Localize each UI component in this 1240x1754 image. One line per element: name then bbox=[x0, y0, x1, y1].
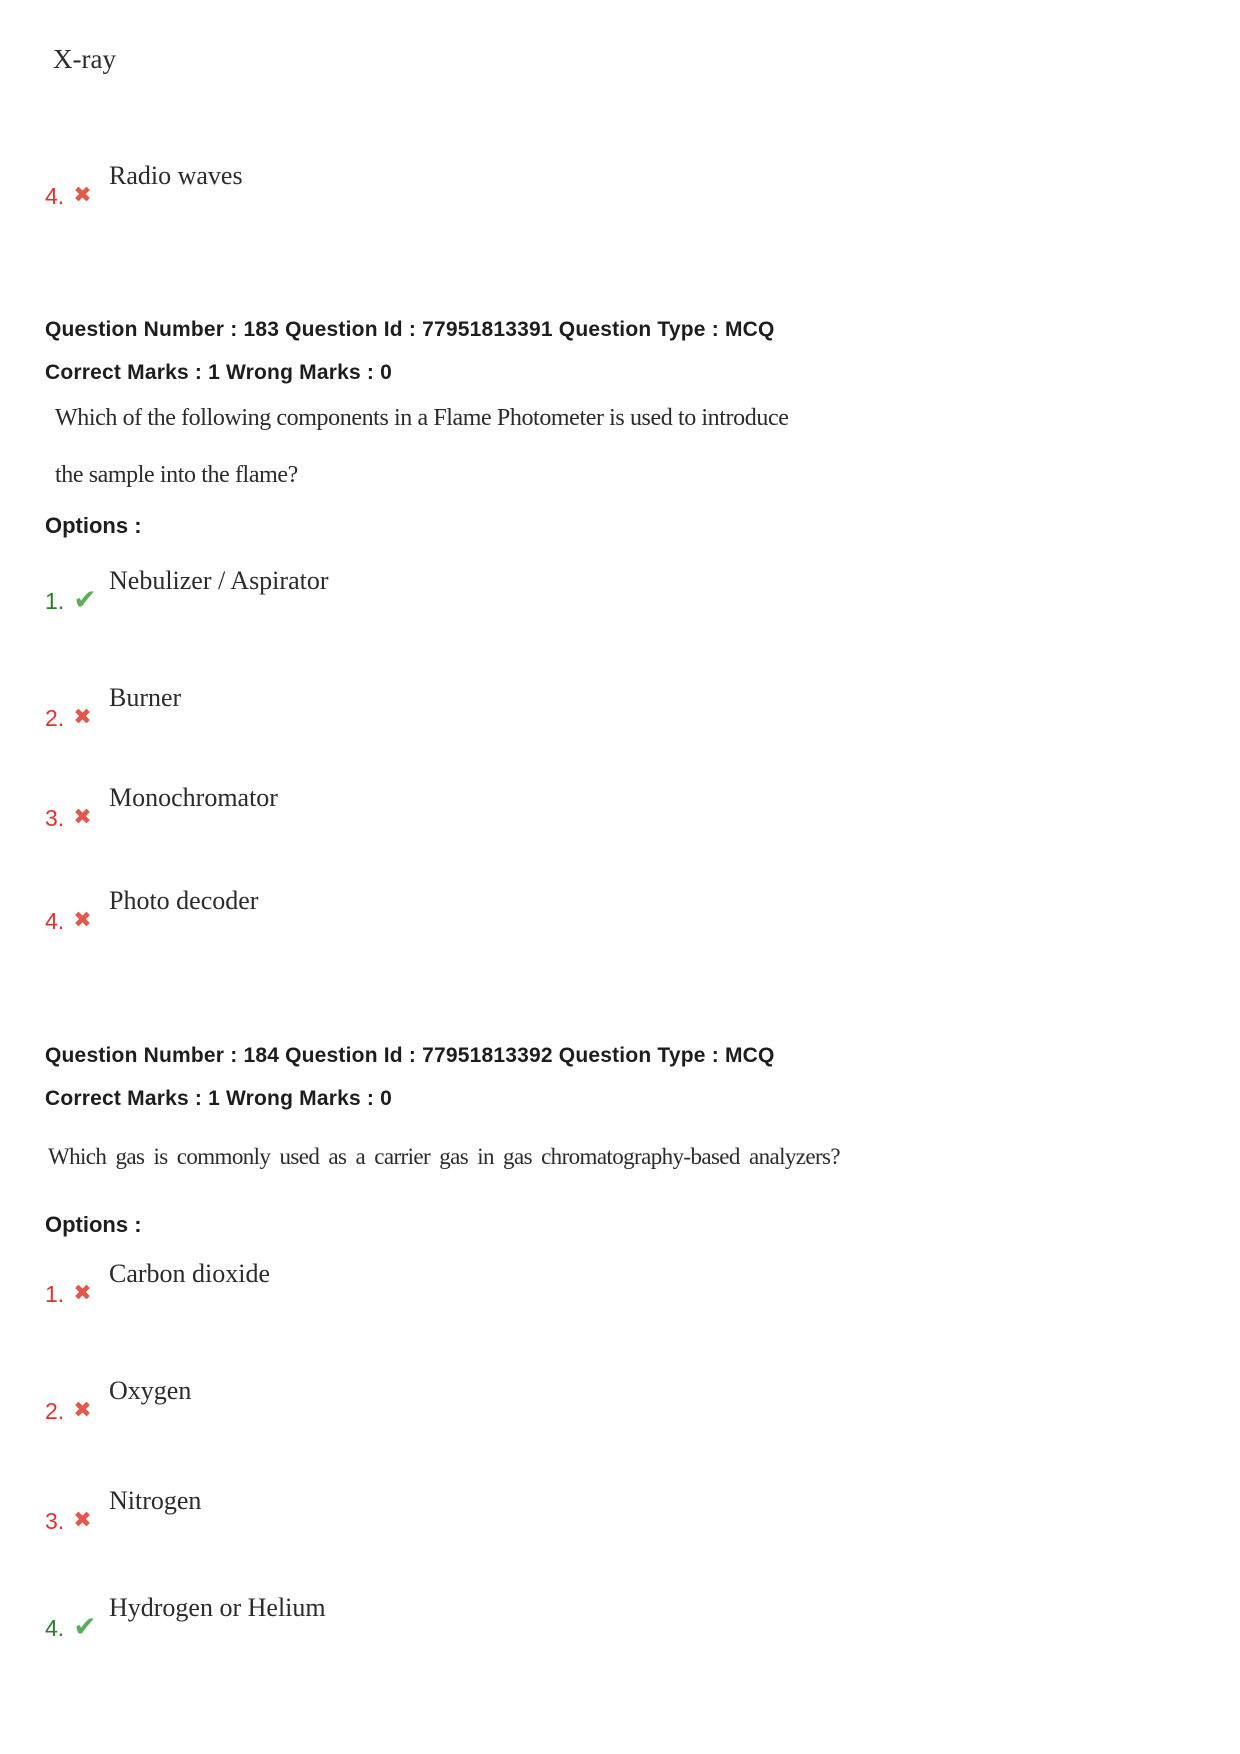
option-row-1 bbox=[45, 565, 329, 616]
option-marker bbox=[45, 1375, 109, 1426]
option-row-3 bbox=[45, 782, 278, 833]
option-number: 1. bbox=[45, 588, 65, 614]
option-number: 3. bbox=[45, 805, 65, 831]
option-number: 3. bbox=[45, 1508, 65, 1534]
option-row-2 bbox=[45, 1375, 191, 1426]
prev-option-row-4 bbox=[45, 160, 243, 211]
option-marker bbox=[45, 1258, 109, 1309]
cross-icon: ✖ bbox=[73, 1280, 92, 1305]
option-marker bbox=[45, 160, 109, 211]
option-label: Carbon dioxide bbox=[109, 1259, 271, 1288]
option-marker bbox=[45, 1592, 109, 1643]
check-icon: ✔ bbox=[73, 584, 97, 615]
option-label: Monochromator bbox=[109, 783, 278, 812]
option-label: Oxygen bbox=[109, 1376, 192, 1405]
cross-icon: ✖ bbox=[73, 804, 92, 829]
cross-icon: ✖ bbox=[73, 1507, 92, 1532]
option-row-1 bbox=[45, 1258, 270, 1309]
cross-icon: ✖ bbox=[73, 907, 92, 932]
option-number: 4. bbox=[45, 908, 65, 934]
options-heading: Options : bbox=[45, 1212, 142, 1237]
question-text-line: the sample into the flame? bbox=[55, 462, 298, 488]
option-label: Nebulizer / Aspirator bbox=[109, 566, 329, 595]
option-label: Nitrogen bbox=[109, 1486, 202, 1515]
cross-icon: ✖ bbox=[73, 1397, 92, 1422]
cross-icon: ✖ bbox=[73, 704, 92, 729]
option-row-2 bbox=[45, 682, 181, 733]
option-label: Radio waves bbox=[109, 161, 243, 190]
option-row-3 bbox=[45, 1485, 201, 1536]
question-184-text bbox=[48, 1128, 840, 1185]
question-meta-line: Question Number : 183 Question Id : 77951813391 Question Type : MCQ bbox=[45, 318, 775, 341]
option-number: 2. bbox=[45, 705, 65, 731]
option-number: 4. bbox=[45, 183, 65, 209]
check-icon: ✔ bbox=[73, 1611, 97, 1642]
option-label: Burner bbox=[109, 683, 182, 712]
option-marker bbox=[45, 682, 109, 733]
option-number: 1. bbox=[45, 1281, 65, 1307]
option-number: 2. bbox=[45, 1398, 65, 1424]
cross-icon: ✖ bbox=[73, 182, 92, 207]
option-marker bbox=[45, 565, 109, 616]
option-marker bbox=[45, 885, 109, 936]
option-number: 4. bbox=[45, 1615, 65, 1641]
question-183-text bbox=[55, 390, 788, 504]
question-184-header bbox=[45, 1034, 775, 1120]
option-marker bbox=[45, 1485, 109, 1536]
option-marker bbox=[45, 782, 109, 833]
question-text-line: Which gas is commonly used as a carrier gas in gas chromatography-based analyzers? bbox=[48, 1144, 841, 1169]
option-label: Photo decoder bbox=[109, 886, 259, 915]
prev-option-3-label: X-ray bbox=[53, 44, 116, 74]
option-row-4 bbox=[45, 1592, 326, 1643]
question-meta-line: Question Number : 184 Question Id : 77951813392 Question Type : MCQ bbox=[45, 1044, 775, 1067]
question-183-header bbox=[45, 308, 775, 394]
question-text-line: Which of the following components in a Flame Photometer is used to introduce bbox=[55, 405, 789, 431]
option-label: Hydrogen or Helium bbox=[109, 1593, 326, 1622]
options-heading: Options : bbox=[45, 513, 142, 538]
question-marks-line: Correct Marks : 1 Wrong Marks : 0 bbox=[45, 361, 392, 384]
question-marks-line: Correct Marks : 1 Wrong Marks : 0 bbox=[45, 1087, 392, 1110]
option-row-4 bbox=[45, 885, 258, 936]
